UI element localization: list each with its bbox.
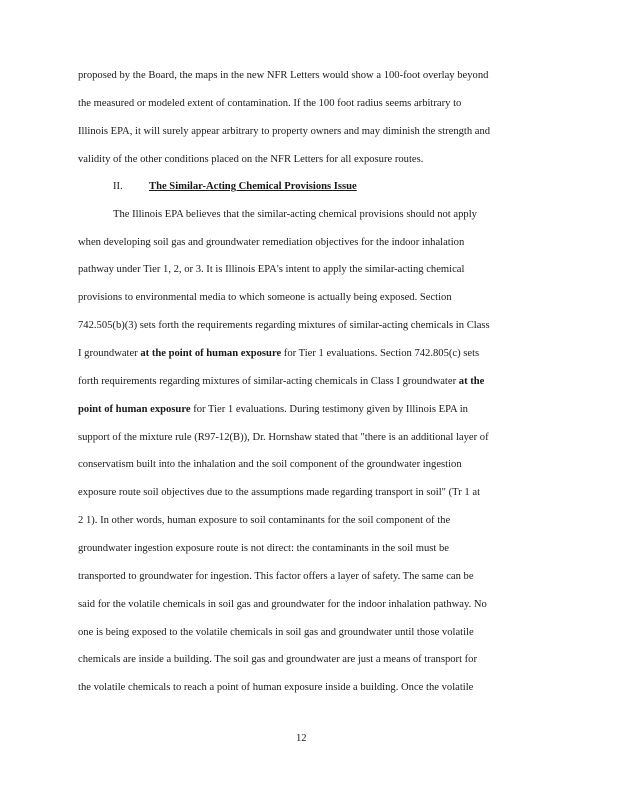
text-line: said for the volatile chemicals in soil gas and groundwater for the indoor inhalation pathway. No: [78, 599, 487, 610]
emphasis-text: at the point of human exposure: [140, 348, 282, 359]
emphasis-text: at the: [458, 376, 485, 387]
text-line: exposure route soil objectives due to the assumptions made regarding transport in soil" (Tr 1 at: [78, 487, 481, 498]
text-line: [78, 404, 468, 416]
text-line: chemicals are inside a building. The soil gas and groundwater are just a means of transport for: [78, 654, 478, 665]
text-run: I groundwater: [78, 348, 141, 359]
emphasis-text: point of human exposure: [78, 404, 191, 415]
text-line: [78, 376, 484, 388]
text-line: 2 1). In other words, human exposure to soil contaminants for the soil component of the: [78, 515, 451, 526]
section-title: The Similar-Acting Chemical Provisions Issue: [149, 181, 357, 192]
text-line: groundwater ingestion exposure route is not direct: the contaminants in the soil must be: [78, 543, 449, 554]
text-run: forth requirements regarding mixtures of similar-acting chemicals in Class I groundwater: [78, 376, 459, 387]
text-run: for Tier 1 evaluations. Section 742.805(c) sets: [281, 348, 480, 359]
text-line: the measured or modeled extent of contamination. If the 100 foot radius seems arbitrary to: [78, 98, 462, 109]
text-run: for Tier 1 evaluations. During testimony given by Illinois EPA in: [190, 404, 468, 415]
text-line: Illinois EPA, it will surely appear arbitrary to property owners and may diminish the strength and: [78, 126, 491, 137]
text-line: transported to groundwater for ingestion. This factor offers a layer of safety. The same can be: [78, 571, 474, 582]
text-line: proposed by the Board, the maps in the new NFR Letters would show a 100-foot overlay beyond: [78, 70, 489, 81]
text-line: one is being exposed to the volatile chemicals in soil gas and groundwater until those volatile: [78, 627, 474, 638]
text-line: 742.505(b)(3) sets forth the requirements regarding mixtures of similar-acting chemicals in Class: [78, 320, 490, 331]
section-number: II.: [113, 181, 123, 192]
page-number: 12: [296, 733, 307, 744]
text-line: when developing soil gas and groundwater remediation objectives for the indoor inhalation: [78, 237, 465, 248]
text-line: validity of the other conditions placed on the NFR Letters for all exposure routes.: [78, 154, 424, 165]
text-line: the volatile chemicals to reach a point of human exposure inside a building. Once the volatile: [78, 682, 474, 693]
text-line: [78, 348, 479, 360]
text-line: The Illinois EPA believes that the similar-acting chemical provisions should not apply: [113, 209, 477, 220]
text-line: provisions to environmental media to which someone is actually being exposed. Section: [78, 292, 452, 303]
text-line: conservatism built into the inhalation and the soil component of the groundwater ingestion: [78, 459, 462, 470]
text-line: pathway under Tier 1, 2, or 3. It is Illinois EPA's intent to apply the similar-acting chemical: [78, 264, 465, 275]
text-line: support of the mixture rule (R97-12(B)), Dr. Hornshaw stated that "there is an additional layer of: [78, 432, 489, 443]
